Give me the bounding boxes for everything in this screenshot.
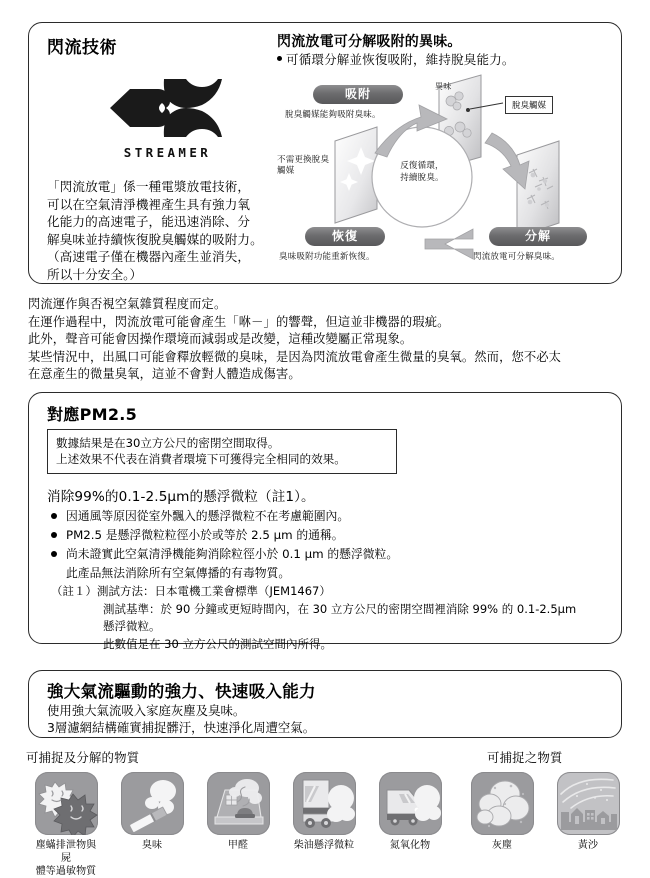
pm25-footnote — [51, 583, 607, 653]
note-line: 此外，聲音可能會因操作環境而減弱或是改變，這種改變屬正常現象。 — [28, 332, 413, 347]
streamer-operation-notes — [28, 296, 622, 384]
bullet-dot-icon — [51, 513, 57, 519]
substance-cell-diesel — [290, 772, 358, 852]
streamer-subheadline: 可循環分解並恢復吸附，維持脫臭能力。 — [277, 50, 515, 68]
substance-cell-formaldehyde — [204, 772, 272, 852]
substance-label: 氮氧化物 — [389, 840, 431, 851]
cycle-pill-decompose: 分解 — [489, 227, 587, 246]
dust-mite-allergen-icon — [35, 772, 98, 835]
substance-label: 甲醛 — [227, 840, 249, 851]
diesel-truck-icon — [293, 772, 356, 835]
cycle-caption-adsorb: 脫臭觸媒能夠吸附臭味。 — [285, 110, 381, 120]
plate-decompose-icon — [517, 141, 559, 237]
note-line: 某些情況中，出風口可能會釋放輕微的臭味，是因為閃流放電會產生微量的臭氧。然而，您不必太 — [28, 349, 562, 364]
streamer-description-line: 解臭味並持續恢復脫臭觸媒的吸附力。 — [47, 231, 263, 247]
bullet-dot-icon — [51, 551, 57, 557]
plate-recover-icon — [335, 127, 377, 223]
airflow-line-1: 使用強大氣流吸入家庭灰塵及臭味。 — [47, 703, 246, 718]
deodorization-cycle-diagram — [277, 69, 607, 277]
substance-label: 黃沙 — [577, 840, 599, 851]
streamer-logo-text: STREAMER — [123, 145, 212, 160]
disclaimer-line: 數據結果是在30立方公尺的密閉空間取得。 — [56, 436, 280, 450]
streamer-description-line: 「閃流放電」係一種電漿放電技術， — [47, 179, 251, 194]
footnote-line: 此數值是在 30 立方公尺的測試空間內所得。 — [103, 636, 332, 651]
list-item: 尚未證實此空氣清淨機能夠消除粒徑小於 0.1 μm 的懸浮微粒。 — [51, 545, 591, 564]
list-item: PM2.5 是懸浮微粒粒徑小於或等於 2.5 μm 的通稱。 — [51, 526, 591, 545]
group-label-capture-decompose: 可捕捉及分解的物質 — [26, 750, 140, 765]
streamer-headline: 閃流放電可分解吸附的異味。 — [277, 34, 462, 50]
substance-label: 塵蟎排泄物與屍 體等過敏物質 — [35, 840, 97, 877]
note-line: 閃流運作與否視空氣雜質程度而定。 — [28, 297, 227, 311]
substance-label: 柴油懸浮微粒 — [293, 840, 355, 851]
footnote-line: （註１）測試方法：日本電機工業會標準（JEM1467） — [51, 584, 331, 598]
formaldehyde-room-icon — [207, 772, 270, 835]
bullet-dot-icon — [51, 532, 57, 538]
panel-title-airflow: 強大氣流驅動的強力、快速吸入能力 — [47, 682, 316, 701]
panel-title-streamer: 閃流技術 — [47, 38, 117, 58]
note-line: 在意產生的微量臭氧，這並不會對人體造成傷害。 — [28, 367, 301, 382]
substance-cell-nox — [376, 772, 444, 852]
cigarette-odor-icon — [121, 772, 184, 835]
nitrogen-oxide-van-icon — [379, 772, 442, 835]
cycle-callout-catalyst: 脫臭觸媒 — [505, 96, 553, 114]
cycle-center-text: 反復循環， 持續脫臭。 — [400, 161, 444, 183]
footnote-line: 懸浮微粒。 — [103, 619, 161, 633]
substance-cell-allergen — [32, 772, 100, 878]
list-item: 因通風等原因從室外飄入的懸浮微粒不在考慮範圍內。 — [51, 507, 591, 526]
footnote-line: 測試基準：於 90 分鐘或更短時間內，在 30 立方公尺的密閉空間裡消除 99% 的 0.1-2.5μm — [103, 601, 577, 616]
substance-label: 臭味 — [141, 840, 163, 851]
streamer-logo — [91, 75, 241, 160]
yellow-sand-city-icon — [557, 772, 620, 835]
substance-cell-odor — [118, 772, 186, 852]
pm25-bullet-list — [51, 507, 591, 583]
note-line: 在運作過程中，閃流放電可能會產生「咻－」的響聲，但這並非機器的瑕疵。 — [28, 314, 450, 329]
disclaimer-line: 上述效果不代表在消費者環境下可獲得完全相同的效果。 — [56, 452, 346, 466]
airflow-line-2: 3層濾網結構確實捕捉髒汙，快速淨化周遭空氣。 — [47, 720, 316, 735]
substance-cell-dust — [468, 772, 536, 852]
pm25-panel — [28, 392, 622, 651]
bullet-dot-icon — [277, 56, 282, 61]
streamer-description — [47, 178, 269, 283]
cycle-caption-decompose: 閃流放電可分解臭味。 — [473, 252, 561, 262]
pm25-lead-statement: 消除99%的0.1-2.5μm的懸浮微粒（註1）。 — [47, 489, 315, 505]
cycle-caption-recover: 臭味吸附功能重新恢復。 — [279, 252, 375, 262]
cycle-caption-no-replacement: 不需更換脫臭觸媒 — [277, 155, 330, 176]
dust-cloud-icon — [471, 772, 534, 835]
pm25-disclaimer-box — [47, 429, 397, 474]
list-item-subline: 此產品無法消除所有空氣傳播的有毒物質。 — [66, 566, 291, 580]
streamer-description-line: 化能力的高速電子，能迅速消除、分 — [47, 214, 251, 229]
substance-label: 灰塵 — [491, 840, 513, 851]
airflow-panel — [28, 670, 622, 738]
group-label-capture-only: 可捕捉之物質 — [487, 750, 563, 765]
streamer-description-line: 所以十分安全。） — [47, 266, 143, 282]
cycle-pill-adsorb: 吸附 — [313, 85, 403, 104]
panel-title-pm25: 對應PM2.5 — [47, 405, 138, 424]
streamer-description-line: （高速電子僅在機器內產生並消失， — [47, 249, 251, 264]
substance-cell-yellow-sand — [554, 772, 622, 852]
streamer-logo-mark — [106, 75, 226, 141]
streamer-description-line: 可以在空氣清淨機裡產生具有強力氧 — [47, 196, 251, 212]
streamer-technology-panel — [28, 22, 622, 284]
cycle-label-odor: 異味 — [435, 82, 452, 91]
cycle-pill-recover: 恢復 — [305, 227, 385, 246]
